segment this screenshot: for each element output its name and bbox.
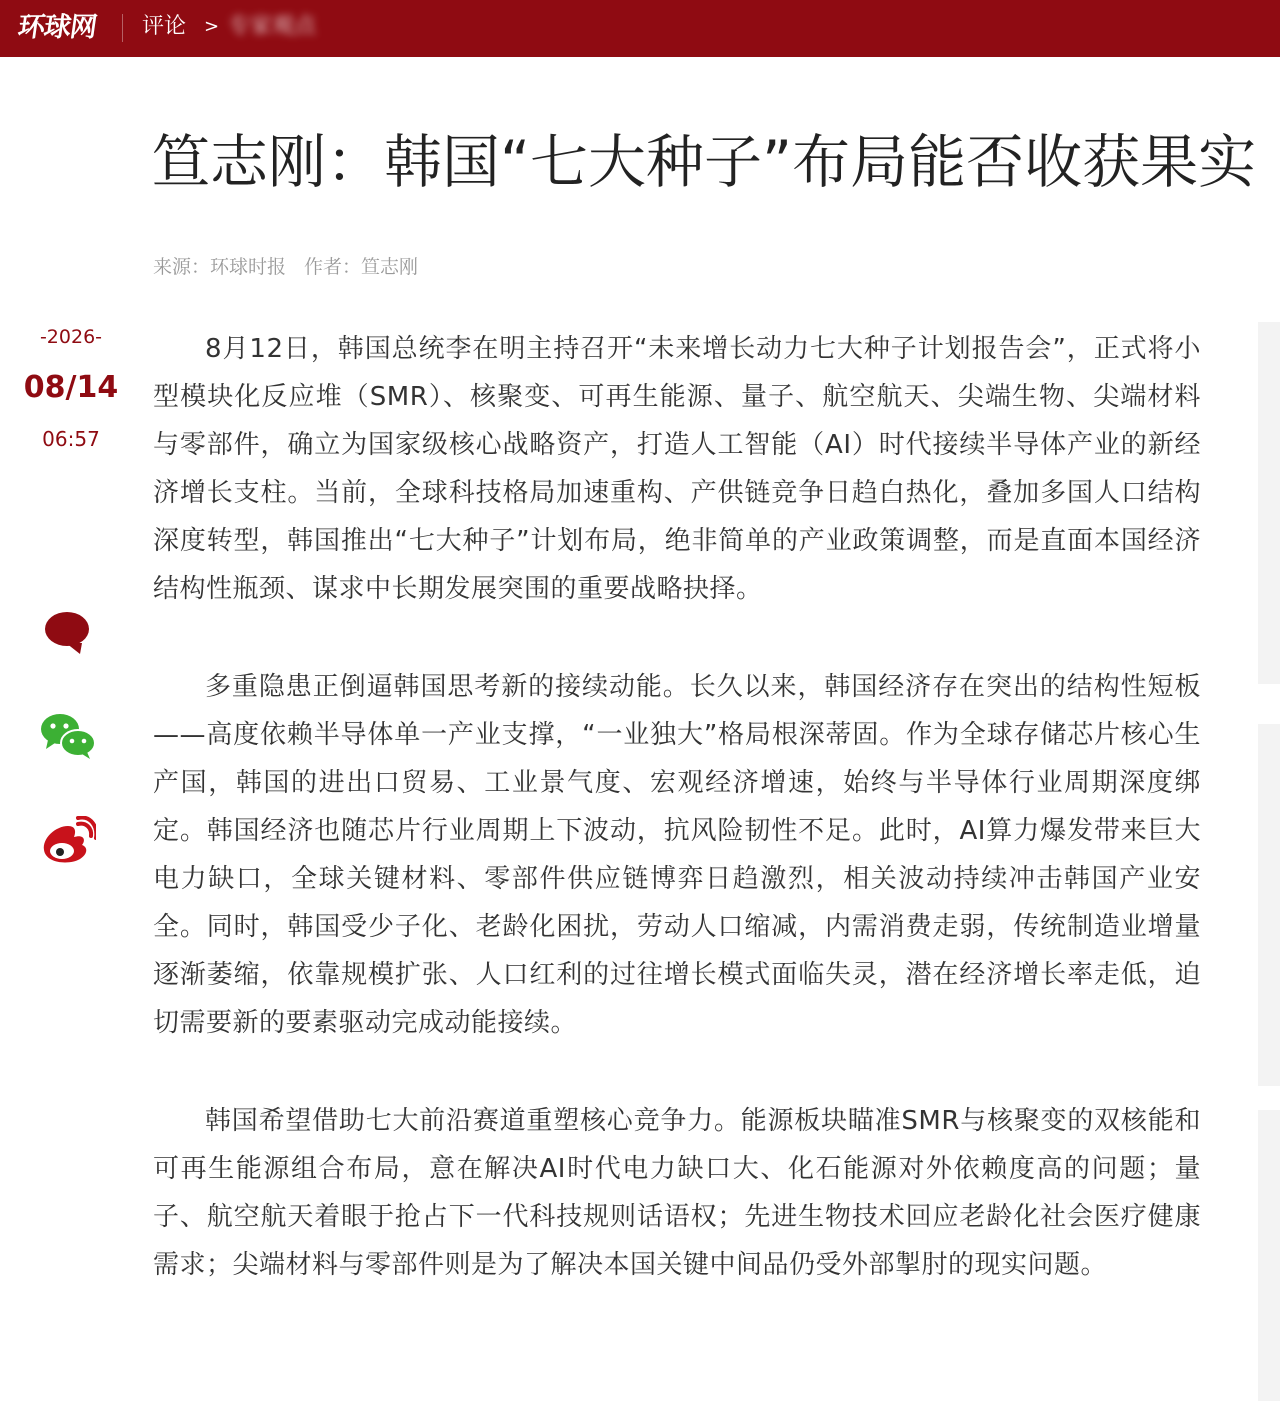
breadcrumb-separator: > bbox=[204, 16, 220, 37]
article-title: 笪志刚：韩国“七大种子”布局能否收获果实 bbox=[152, 128, 1257, 196]
breadcrumb-current[interactable]: 专家观点 bbox=[228, 14, 317, 39]
article-author: 作者：笪志刚 bbox=[304, 256, 419, 278]
article-meta bbox=[153, 252, 418, 282]
publish-day: 08/14 bbox=[23, 370, 119, 405]
top-navigation-bar bbox=[0, 0, 1280, 57]
article-body bbox=[153, 325, 1201, 1339]
weibo-icon[interactable] bbox=[40, 816, 96, 866]
right-side-panel bbox=[1258, 724, 1280, 1086]
article-paragraph: 韩国希望借助七大前沿赛道重塑核心竞争力。能源板块瞄准SMR与核聚变的双核能和可再生能源组合布局，意在解决AI时代电力缺口大、化石能源对外依赖度高的问题；量子、航空航天着眼于抢占下一代科技规则话语权；先进生物技术回应老龄化社会医疗健康需求；尖端材料与零部件则是为了解决本国关键中间品仍受外部掣肘的现实问题。 bbox=[153, 1106, 1201, 1280]
breadcrumb-comment[interactable]: 评论 bbox=[142, 14, 187, 39]
comment-icon[interactable] bbox=[44, 610, 92, 656]
article-paragraph: 多重隐患正倒逼韩国思考新的接续动能。长久以来，韩国经济存在突出的结构性短板——高度依赖半导体单一产业支撑，“一业独大”格局根深蒂固。作为全球存储芯片核心生产国，韩国的进出口贸易、工业景气度、宏观经济增速，始终与半导体行业周期深度绑定。韩国经济也随芯片行业周期上下波动，抗风险韧性不足。此时，AI算力爆发带来巨大电力缺口，全球关键材料、零部件供应链博弈日趋激烈，相关波动持续冲击韩国产业安全。同时，韩国受少子化、老龄化困扰，劳动人口缩减，内需消费走弱，传统制造业增量逐渐萎缩，依靠规模扩张、人口红利的过往增长模式面临失灵，潜在经济增长率走低，迫切需要新的要素驱动完成动能接续。 bbox=[153, 672, 1201, 1038]
wechat-icon[interactable] bbox=[40, 712, 96, 760]
right-side-panel bbox=[1258, 322, 1280, 684]
article-source: 来源：环球时报 bbox=[153, 256, 287, 278]
right-side-panel bbox=[1258, 1110, 1280, 1401]
article-paragraph: 8月12日，韩国总统李在明主持召开“未来增长动力七大种子计划报告会”，正式将小型模块化反应堆（SMR）、核聚变、可再生能源、量子、航空航天、尖端生物、尖端材料与零部件，确立为国家级核心战略资产，打造人工智能（AI）时代接续半导体产业的新经济增长支柱。当前，全球科技格局加速重构、产供链竞争日趋白热化，叠加多国人口结构深度转型，韩国推出“七大种子”计划布局，绝非简单的产业政策调整，而是直面本国经济结构性瓶颈、谋求中长期发展突围的重要战略抉择。 bbox=[153, 334, 1201, 604]
publish-time: 06:57 bbox=[42, 427, 100, 451]
publish-year: -2026- bbox=[39, 326, 103, 348]
site-logo[interactable]: 环球网 bbox=[15, 12, 99, 43]
nav-divider bbox=[122, 14, 123, 42]
